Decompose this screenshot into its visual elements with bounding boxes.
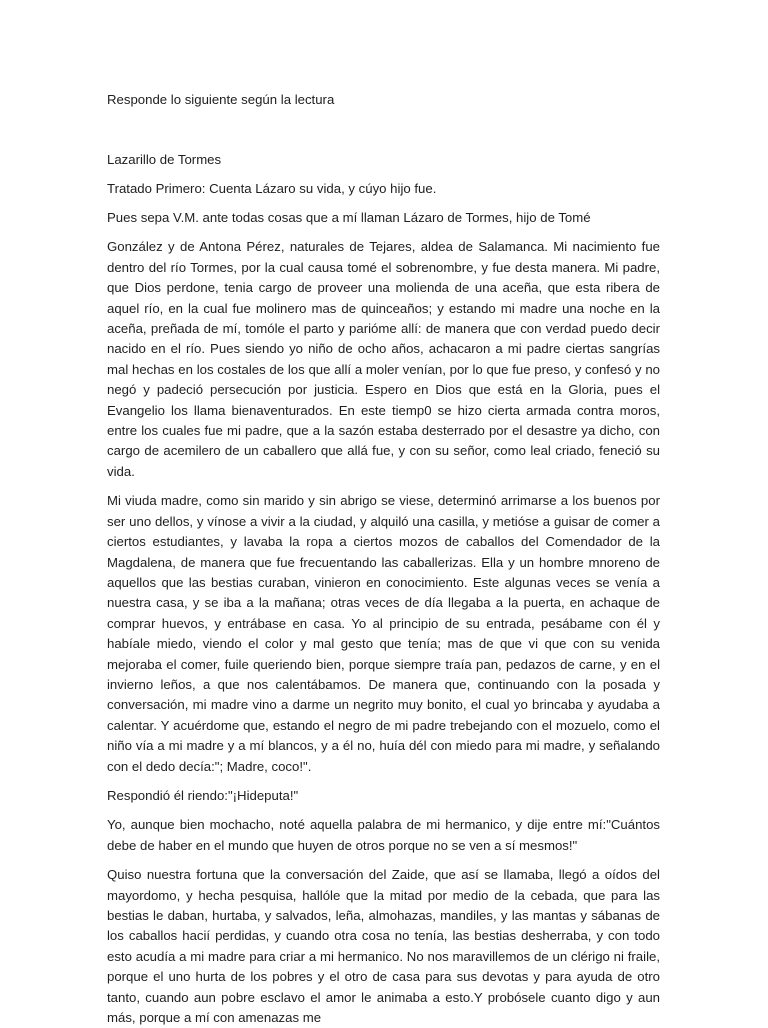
paragraph-reply: Respondió él riendo:"¡Hideputa!" <box>107 787 299 803</box>
treatise-heading: Tratado Primero: Cuenta Lázaro su vida, y cúyo hijo fue. <box>107 181 437 196</box>
paragraph-reflection: Yo, aunque bien mochacho, noté aquella palabra de mi hermanico, y dije entre mí:"Cuántos debe de haber en el mundo que huyen de otros porque no se ven a sí mesmos!" <box>107 817 660 853</box>
paragraph-zaide: Quiso nuestra fortuna que la conversación del Zaide, que así se llamaba, llegó a oídos del mayordomo, y hecha pesquisa, hallóle que la mitad por medio de la cebada, que para las bestias le daban, hurtaba, y salvados, leña, almohazas, mandiles, y las mantas y sábanas de los caballos hacií perdidas, y cuando otra cosa no tenía, las bestias desherraba, y con todo esto acudía a mi madre para criar a mi hermanico. No nos maravillemos de un clérigo ni fraile, porque el uno hurta de los pobres y el otro de casa para sus devotas y para ayuda de otro tanto, cuando aun pobre esclavo el amor le animaba a esto.Y probósele cuanto digo y aun más, porque a mí con amenazas me <box>107 867 660 1026</box>
paragraph-opening: Pues sepa V.M. ante todas cosas que a mí llaman Lázaro de Tormes, hijo de Tomé <box>107 210 591 225</box>
paragraph-birth: González y de Antona Pérez, naturales de Tejares, aldea de Salamanca. Mi nacimiento fue dentro del río Tormes, por la cual causa tomé el sobrenombre, y fue desta manera. Mi padre, que Dios perdone, tenia cargo de proveer una molienda de una aceña, que esta ribera de aquel río, en la cual fue molinero mas de quinceaños; y estando mi madre una noche en la aceña, preñada de mí, tomóle el parto y parióme allí: de manera que con verdad puedo decir nacido en el río. Pues siendo yo niño de ocho años, achacaron a mi padre ciertas sangrías mal hechas en los costales de los que allí a moler venían, por lo que fue preso, y confesó y no negó y padeció persecución por justicia. Espero en Dios que está en la Gloria, pues el Evangelio los llama bienaventurados. En este tiemp0 se hizo cierta armada contra moros, entre los cuales fue mi padre, que a la sazón estaba desterrado por el desastre ya dicho, con cargo de acemilero de un caballero que allá fue, y con su señor, como leal criado, feneció su vida. <box>107 239 660 479</box>
instruction-line: Responde lo siguiente según la lectura <box>107 92 335 107</box>
work-title: Lazarillo de Tormes <box>107 152 222 167</box>
paragraph-widow-mother: Mi viuda madre, como sin marido y sin abrigo se viese, determinó arrimarse a los buenos por ser uno dellos, y vínose a vivir a la ciudad, y alquiló una casilla, y metióse a guisar de comer a ciertos estudiantes, y lavaba la ropa a ciertos mozos de caballos del Comendador de la Magdalena, de manera que fue frecuentando las caballerizas. Ella y un hombre mnoreno de aquellos que las bestias curaban, vinieron en conocimiento. Este algunas veces se venía a nuestra casa, y se iba a la mañana; otras veces de día llegaba a la puerta, en achaque de comprar huevos, y entrábase en casa. Yo al principio de su entrada, pesábame con él y habíale miedo, viendo el color y mal gesto que tenía; mas de que vi que con su venida mejoraba el comer, fuile queriendo bien, porque siempre traía pan, pedazos de carne, y en el invierno leños, a que nos calentábamos. De manera que, continuando con la posada y conversación, mi madre vino a darme un negrito muy bonito, el cual yo brincaba y ayudaba a calentar. Y acuérdome que, estando el negro de mi padre trebejando con el mozuelo, como el niño vía a mi madre y a mí blancos, y a él no, huía dél con miedo para mi madre, y señalando con el dedo decía:"; Madre, coco!". <box>107 493 660 774</box>
